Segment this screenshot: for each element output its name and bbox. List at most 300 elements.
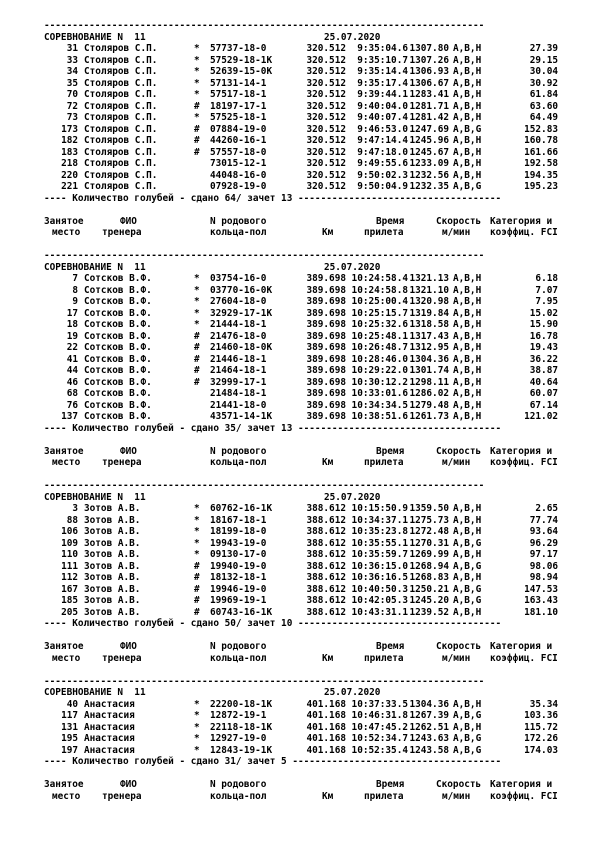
mark: # bbox=[194, 100, 200, 112]
trainer-name: Сотсков В.Ф. bbox=[84, 365, 152, 376]
trainer-name: Анастасия bbox=[84, 698, 135, 710]
trainer-name: Зотов А.В. bbox=[84, 606, 141, 618]
speed: 1243.63 bbox=[409, 733, 449, 744]
mark: # bbox=[194, 606, 200, 618]
column-header-row-1 bbox=[44, 446, 560, 458]
mark: # bbox=[194, 353, 200, 365]
place: 218 bbox=[61, 158, 78, 169]
place: 70 bbox=[66, 89, 78, 100]
distance-km: 388.612 bbox=[306, 595, 346, 606]
category: A,B,H bbox=[453, 319, 482, 330]
fci-coefficient: 60.07 bbox=[529, 388, 558, 399]
result-row bbox=[44, 331, 560, 343]
place: 109 bbox=[61, 537, 78, 549]
header-place-2: место bbox=[52, 227, 81, 238]
distance-km: 401.168 bbox=[306, 698, 346, 710]
distance-km: 320.512 bbox=[306, 89, 346, 100]
mark: * bbox=[194, 273, 200, 284]
category: A,B,H bbox=[453, 284, 482, 296]
category: A,B,H bbox=[453, 606, 482, 618]
distance-km: 320.512 bbox=[306, 77, 346, 89]
blank-line bbox=[44, 768, 560, 780]
result-row bbox=[44, 733, 560, 745]
result-row bbox=[44, 377, 560, 389]
mark: * bbox=[194, 89, 200, 100]
ring-number: 57557-18-0 bbox=[210, 146, 267, 158]
fci-coefficient: 98.94 bbox=[529, 572, 558, 583]
distance-km: 320.512 bbox=[306, 112, 346, 123]
distance-km: 389.698 bbox=[306, 399, 346, 411]
speed: 1279.48 bbox=[409, 399, 449, 411]
mark: # bbox=[194, 572, 200, 583]
result-row bbox=[44, 572, 560, 584]
fci-coefficient: 30.04 bbox=[529, 66, 558, 77]
ring-number: 19940-19-0 bbox=[210, 560, 267, 572]
fci-coefficient: 77.74 bbox=[529, 514, 558, 526]
place: 7 bbox=[72, 273, 78, 284]
ring-number: 18132-18-1 bbox=[210, 572, 267, 583]
separator-line bbox=[44, 250, 560, 262]
ring-number: 12843-19-1K bbox=[210, 744, 273, 756]
speed: 1272.48 bbox=[409, 526, 449, 537]
place: 34 bbox=[66, 66, 78, 77]
ring-number: 43571-14-1K bbox=[210, 411, 273, 422]
mark: # bbox=[194, 330, 200, 342]
category: A,B,H bbox=[453, 307, 482, 319]
ring-number: 44260-16-1 bbox=[210, 135, 267, 146]
results-page bbox=[44, 20, 560, 802]
ring-number: 21476-18-0 bbox=[210, 330, 267, 342]
place: 3 bbox=[72, 503, 78, 514]
ring-number: 27604-18-0 bbox=[210, 296, 267, 307]
category: A,B,H bbox=[453, 503, 482, 514]
result-row bbox=[44, 699, 560, 711]
speed: 1267.39 bbox=[409, 710, 449, 721]
trainer-name: Зотов А.В. bbox=[84, 572, 141, 583]
category: A,B,G bbox=[453, 583, 482, 595]
arrival-time: 10:24:58.4 bbox=[351, 273, 408, 284]
place: 44 bbox=[66, 365, 78, 376]
trainer-name: Столяров С.П. bbox=[84, 66, 158, 77]
result-row bbox=[44, 89, 560, 101]
section-summary bbox=[44, 618, 560, 630]
place: 9 bbox=[72, 296, 78, 307]
speed: 1232.56 bbox=[409, 169, 449, 181]
arrival-time: 10:30:12.2 bbox=[351, 376, 408, 388]
separator-line bbox=[44, 480, 560, 492]
header-speed-2: м/мин bbox=[442, 227, 471, 238]
header-cat-2: коэффиц. FCI bbox=[490, 790, 558, 802]
speed: 1232.35 bbox=[409, 181, 449, 192]
fci-coefficient: 27.39 bbox=[529, 43, 558, 54]
result-row bbox=[44, 526, 560, 538]
header-name: ФИО bbox=[120, 779, 137, 790]
distance-km: 389.698 bbox=[306, 376, 346, 388]
fci-coefficient: 152.83 bbox=[524, 123, 558, 135]
ring-number: 19943-19-0 bbox=[210, 537, 267, 549]
trainer-name: Сотсков В.Ф. bbox=[84, 307, 152, 319]
trainer-name: Зотов А.В. bbox=[84, 560, 141, 572]
category: A,B,H bbox=[453, 342, 482, 353]
competition-title: СОРЕВНОВАНИЕ N 11 bbox=[44, 31, 146, 43]
header-time-2: прилета bbox=[364, 652, 404, 664]
trainer-name: Столяров С.П. bbox=[84, 169, 158, 181]
arrival-time: 10:40:50.3 bbox=[351, 583, 408, 595]
result-row bbox=[44, 147, 560, 159]
mark: * bbox=[194, 537, 200, 549]
trainer-name: Зотов А.В. bbox=[84, 583, 141, 595]
arrival-time: 10:37:33.5 bbox=[351, 698, 408, 710]
header-km: Км bbox=[322, 457, 334, 468]
distance-km: 320.512 bbox=[306, 169, 346, 181]
fci-coefficient: 36.22 bbox=[529, 353, 558, 365]
result-row bbox=[44, 538, 560, 550]
trainer-name: Сотсков В.Ф. bbox=[84, 284, 152, 296]
speed: 1320.98 bbox=[409, 296, 449, 307]
trainer-name: Зотов А.В. bbox=[84, 537, 141, 549]
place: 111 bbox=[61, 560, 78, 572]
trainer-name: Сотсков В.Ф. bbox=[84, 388, 152, 399]
category: A,B,G bbox=[453, 733, 482, 744]
trainer-name: Столяров С.П. bbox=[84, 89, 158, 100]
arrival-time: 9:47:18.0 bbox=[357, 146, 408, 158]
blank-line bbox=[44, 204, 560, 216]
place: 19 bbox=[66, 330, 78, 342]
header-speed: Скорость bbox=[436, 445, 482, 457]
place: 33 bbox=[66, 54, 78, 66]
category: A,B,H bbox=[453, 721, 482, 733]
fci-coefficient: 30.92 bbox=[529, 77, 558, 89]
trainer-name: Анастасия bbox=[84, 744, 135, 756]
result-row bbox=[44, 342, 560, 354]
result-row bbox=[44, 78, 560, 90]
trainer-name: Столяров С.П. bbox=[84, 112, 158, 123]
result-row bbox=[44, 296, 560, 308]
header-cat: Категория и bbox=[490, 641, 553, 652]
category: A,B,H bbox=[453, 572, 482, 583]
trainer-name: Анастасия bbox=[84, 721, 135, 733]
mark: # bbox=[194, 365, 200, 376]
speed: 1243.58 bbox=[409, 744, 449, 756]
trainer-name: Столяров С.П. bbox=[84, 54, 158, 66]
header-speed-2: м/мин bbox=[442, 457, 471, 468]
header-time-2: прилета bbox=[364, 227, 404, 238]
summary-text: ---- Количество голубей - сдано 31/ зачет 5 ------------------------------------- bbox=[44, 756, 502, 767]
arrival-time: 9:50:02.3 bbox=[357, 169, 408, 181]
distance-km: 401.168 bbox=[306, 733, 346, 744]
speed: 1239.52 bbox=[409, 606, 449, 618]
speed: 1321.10 bbox=[409, 284, 449, 296]
arrival-time: 10:33:01.6 bbox=[351, 388, 408, 399]
distance-km: 388.612 bbox=[306, 572, 346, 583]
speed: 1269.99 bbox=[409, 549, 449, 560]
header-speed-2: м/мин bbox=[442, 652, 471, 664]
header-ring-2: кольца-пол bbox=[210, 227, 267, 238]
header-place-2: место bbox=[52, 457, 81, 468]
ring-number: 03770-16-0K bbox=[210, 284, 273, 296]
mark: * bbox=[194, 43, 200, 54]
header-speed: Скорость bbox=[436, 779, 482, 790]
column-header-row-2 bbox=[44, 457, 560, 469]
mark: * bbox=[194, 744, 200, 756]
header-km: Км bbox=[322, 227, 334, 238]
mark: * bbox=[194, 514, 200, 526]
place: 112 bbox=[61, 572, 78, 583]
column-header-row-1 bbox=[44, 216, 560, 228]
fci-coefficient: 7.95 bbox=[535, 296, 558, 307]
category: A,B,G bbox=[453, 744, 482, 756]
distance-km: 388.612 bbox=[306, 583, 346, 595]
place: 88 bbox=[66, 514, 78, 526]
summary-text: ---- Количество голубей - сдано 64/ зачет 13 ------------------------------------ bbox=[44, 192, 502, 204]
result-row bbox=[44, 43, 560, 55]
mark: * bbox=[194, 54, 200, 66]
header-cat: Категория и bbox=[490, 215, 553, 227]
mark: * bbox=[194, 112, 200, 123]
header-ring-2: кольца-пол bbox=[210, 652, 267, 664]
distance-km: 389.698 bbox=[306, 388, 346, 399]
competition-title: СОРЕВНОВАНИЕ N 11 bbox=[44, 261, 146, 273]
header-name-2: тренера bbox=[102, 227, 142, 238]
header-ring: N родового bbox=[210, 215, 267, 227]
trainer-name: Столяров С.П. bbox=[84, 181, 158, 192]
place: 167 bbox=[61, 583, 78, 595]
distance-km: 389.698 bbox=[306, 307, 346, 319]
category: A,B,H bbox=[453, 514, 482, 526]
trainer-name: Зотов А.В. bbox=[84, 595, 141, 606]
mark: # bbox=[194, 595, 200, 606]
arrival-time: 9:35:04.6 bbox=[357, 43, 408, 54]
mark: # bbox=[194, 342, 200, 353]
result-row bbox=[44, 722, 560, 734]
column-header-row-2 bbox=[44, 653, 560, 665]
competition-date: 25.07.2020 bbox=[324, 491, 381, 503]
section-title-row bbox=[44, 687, 560, 699]
place: 68 bbox=[66, 388, 78, 399]
arrival-time: 10:25:15.7 bbox=[351, 307, 408, 319]
result-row bbox=[44, 273, 560, 285]
header-time: Время bbox=[376, 215, 405, 227]
arrival-time: 10:35:59.7 bbox=[351, 549, 408, 560]
trainer-name: Столяров С.П. bbox=[84, 77, 158, 89]
fci-coefficient: 61.84 bbox=[529, 89, 558, 100]
mark: * bbox=[194, 77, 200, 89]
ring-number: 73015-12-1 bbox=[210, 158, 267, 169]
place: 76 bbox=[66, 399, 78, 411]
trainer-name: Столяров С.П. bbox=[84, 123, 158, 135]
fci-coefficient: 67.14 bbox=[529, 399, 558, 411]
ring-number: 07928-19-0 bbox=[210, 181, 267, 192]
fci-coefficient: 98.06 bbox=[529, 560, 558, 572]
header-place: Занятое bbox=[44, 779, 84, 790]
result-row bbox=[44, 124, 560, 136]
trainer-name: Сотсков В.Ф. bbox=[84, 330, 152, 342]
arrival-time: 9:50:04.9 bbox=[357, 181, 408, 192]
result-row bbox=[44, 112, 560, 124]
result-row bbox=[44, 101, 560, 113]
arrival-time: 10:25:00.4 bbox=[351, 296, 408, 307]
speed: 1245.96 bbox=[409, 135, 449, 146]
mark: # bbox=[194, 376, 200, 388]
place: 40 bbox=[66, 698, 78, 710]
speed: 1318.58 bbox=[409, 319, 449, 330]
arrival-time: 10:34:34.5 bbox=[351, 399, 408, 411]
fci-coefficient: 64.49 bbox=[529, 112, 558, 123]
trainer-name: Столяров С.П. bbox=[84, 146, 158, 158]
result-row bbox=[44, 745, 560, 757]
distance-km: 388.612 bbox=[306, 503, 346, 514]
arrival-time: 10:35:23.8 bbox=[351, 526, 408, 537]
speed: 1281.42 bbox=[409, 112, 449, 123]
blank-line bbox=[44, 239, 560, 251]
fci-coefficient: 93.64 bbox=[529, 526, 558, 537]
ring-number: 60762-16-1K bbox=[210, 503, 273, 514]
place: 197 bbox=[61, 744, 78, 756]
category: A,B,H bbox=[453, 112, 482, 123]
blank-line bbox=[44, 434, 560, 446]
place: 205 bbox=[61, 606, 78, 618]
speed: 1233.09 bbox=[409, 158, 449, 169]
header-time-2: прилета bbox=[364, 790, 404, 802]
trainer-name: Зотов А.В. bbox=[84, 526, 141, 537]
trainer-name: Сотсков В.Ф. bbox=[84, 353, 152, 365]
header-ring-2: кольца-пол bbox=[210, 790, 267, 802]
arrival-time: 10:43:31.1 bbox=[351, 606, 408, 618]
distance-km: 389.698 bbox=[306, 284, 346, 296]
trainer-name: Столяров С.П. bbox=[84, 158, 158, 169]
header-ring: N родового bbox=[210, 445, 267, 457]
mark: * bbox=[194, 698, 200, 710]
category: A,B,G bbox=[453, 560, 482, 572]
fci-coefficient: 115.72 bbox=[524, 721, 558, 733]
fci-coefficient: 19.43 bbox=[529, 342, 558, 353]
distance-km: 320.512 bbox=[306, 135, 346, 146]
section-title-row bbox=[44, 262, 560, 274]
distance-km: 320.512 bbox=[306, 146, 346, 158]
place: 185 bbox=[61, 595, 78, 606]
fci-coefficient: 40.64 bbox=[529, 376, 558, 388]
ring-number: 44048-16-0 bbox=[210, 169, 267, 181]
ring-number: 18167-18-1 bbox=[210, 514, 267, 526]
arrival-time: 9:40:07.4 bbox=[357, 112, 408, 123]
category: A,B,H bbox=[453, 376, 482, 388]
arrival-time: 10:46:31.8 bbox=[351, 710, 408, 721]
ring-number: 21441-18-0 bbox=[210, 399, 267, 411]
place: 73 bbox=[66, 112, 78, 123]
category: A,B,G bbox=[453, 595, 482, 606]
place: 41 bbox=[66, 353, 78, 365]
arrival-time: 10:52:34.7 bbox=[351, 733, 408, 744]
fci-coefficient: 195.23 bbox=[524, 181, 558, 192]
distance-km: 320.512 bbox=[306, 158, 346, 169]
competition-title: СОРЕВНОВАНИЕ N 11 bbox=[44, 687, 146, 698]
ring-number: 57529-18-1K bbox=[210, 54, 273, 66]
ring-number: 21464-18-1 bbox=[210, 365, 267, 376]
ring-number: 21460-18-0K bbox=[210, 342, 273, 353]
category: A,B,H bbox=[453, 66, 482, 77]
mark: * bbox=[194, 307, 200, 319]
speed: 1298.11 bbox=[409, 376, 449, 388]
category: A,B,H bbox=[453, 388, 482, 399]
ring-number: 07884-19-0 bbox=[210, 123, 267, 135]
mark: * bbox=[194, 66, 200, 77]
mark: * bbox=[194, 296, 200, 307]
arrival-time: 9:49:55.6 bbox=[357, 158, 408, 169]
speed: 1250.21 bbox=[409, 583, 449, 595]
arrival-time: 10:34:37.1 bbox=[351, 514, 408, 526]
arrival-time: 10:36:15.0 bbox=[351, 560, 408, 572]
distance-km: 389.698 bbox=[306, 342, 346, 353]
result-row bbox=[44, 135, 560, 147]
mark: # bbox=[194, 135, 200, 146]
ring-number: 09130-17-0 bbox=[210, 549, 267, 560]
trainer-name: Зотов А.В. bbox=[84, 549, 141, 560]
distance-km: 401.168 bbox=[306, 710, 346, 721]
result-row bbox=[44, 515, 560, 527]
speed: 1306.67 bbox=[409, 77, 449, 89]
fci-coefficient: 181.10 bbox=[524, 606, 558, 618]
speed: 1268.83 bbox=[409, 572, 449, 583]
arrival-time: 10:29:22.0 bbox=[351, 365, 408, 376]
distance-km: 389.698 bbox=[306, 365, 346, 376]
column-header-row-1 bbox=[44, 641, 560, 653]
category: A,B,H bbox=[453, 549, 482, 560]
header-name-2: тренера bbox=[102, 652, 142, 664]
separator: ------------------------------------------------------------------------------ bbox=[44, 675, 485, 687]
distance-km: 320.512 bbox=[306, 123, 346, 135]
result-row bbox=[44, 584, 560, 596]
result-row bbox=[44, 710, 560, 722]
column-header-row-2 bbox=[44, 791, 560, 803]
trainer-name: Столяров С.П. bbox=[84, 135, 158, 146]
result-row bbox=[44, 319, 560, 331]
header-cat: Категория и bbox=[490, 445, 553, 457]
mark: * bbox=[194, 319, 200, 330]
header-ring: N родового bbox=[210, 641, 267, 652]
speed: 1319.84 bbox=[409, 307, 449, 319]
arrival-time: 9:47:14.4 bbox=[357, 135, 408, 146]
fci-coefficient: 35.34 bbox=[529, 698, 558, 710]
category: A,B,H bbox=[453, 146, 482, 158]
ring-number: 32929-17-1K bbox=[210, 307, 273, 319]
result-row bbox=[44, 561, 560, 573]
ring-number: 12872-19-1 bbox=[210, 710, 267, 721]
fci-coefficient: 103.36 bbox=[524, 710, 558, 721]
fci-coefficient: 63.60 bbox=[529, 100, 558, 112]
speed: 1304.36 bbox=[409, 353, 449, 365]
distance-km: 401.168 bbox=[306, 721, 346, 733]
fci-coefficient: 174.03 bbox=[524, 744, 558, 756]
category: A,B,H bbox=[453, 158, 482, 169]
fci-coefficient: 160.78 bbox=[524, 135, 558, 146]
mark: # bbox=[194, 123, 200, 135]
fci-coefficient: 147.53 bbox=[524, 583, 558, 595]
header-name: ФИО bbox=[120, 215, 137, 227]
arrival-time: 9:40:04.0 bbox=[357, 100, 408, 112]
fci-coefficient: 192.58 bbox=[524, 158, 558, 169]
arrival-time: 10:24:58.8 bbox=[351, 284, 408, 296]
speed: 1262.51 bbox=[409, 721, 449, 733]
trainer-name: Столяров С.П. bbox=[84, 43, 158, 54]
competition-date: 25.07.2020 bbox=[324, 31, 381, 43]
ring-number: 18199-18-0 bbox=[210, 526, 267, 537]
result-row bbox=[44, 308, 560, 320]
speed: 1283.41 bbox=[409, 89, 449, 100]
speed: 1286.02 bbox=[409, 388, 449, 399]
fci-coefficient: 7.07 bbox=[535, 284, 558, 296]
distance-km: 388.612 bbox=[306, 526, 346, 537]
trainer-name: Столяров С.П. bbox=[84, 100, 158, 112]
